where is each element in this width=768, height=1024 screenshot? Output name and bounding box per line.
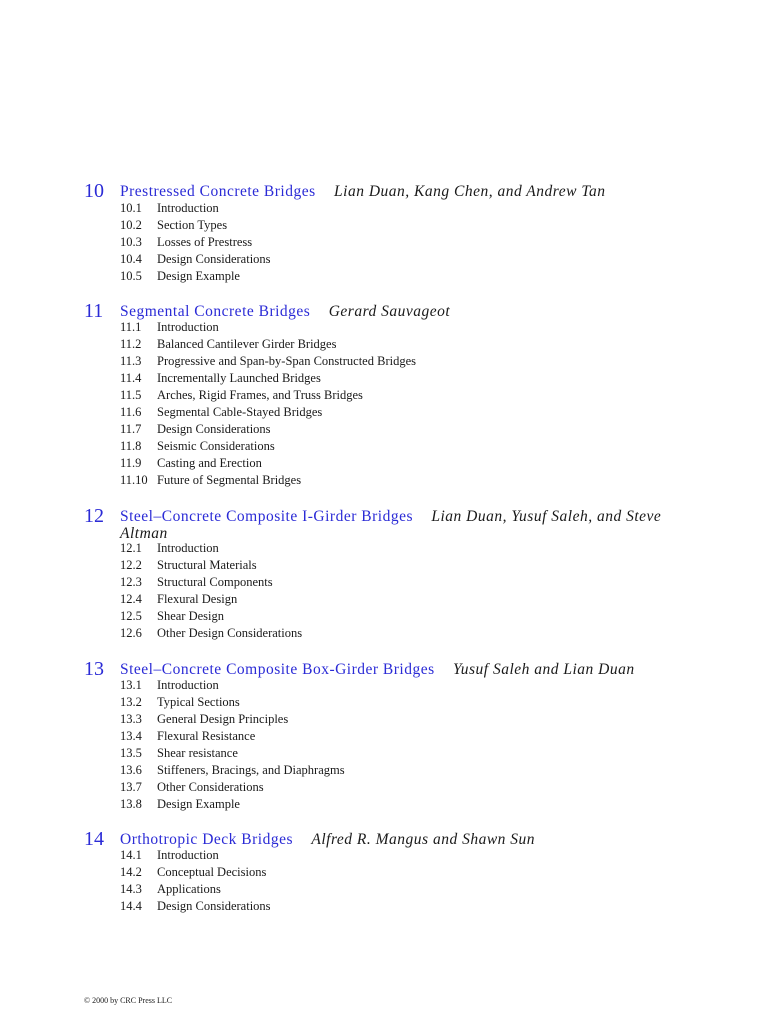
- section-item: [120, 268, 271, 285]
- section-list: [120, 540, 302, 642]
- section-number: 11.3: [120, 354, 142, 368]
- section-number: 10.5: [120, 269, 142, 283]
- section-number: 10.1: [120, 201, 142, 215]
- section-item: [120, 234, 271, 251]
- section-title: Shear resistance: [157, 746, 238, 760]
- section-item: [120, 694, 345, 711]
- section-number: 12.6: [120, 626, 142, 640]
- chapter-authors: Lian Duan, Kang Chen, and Andrew Tan: [334, 183, 606, 200]
- section-item: [120, 898, 271, 915]
- section-item: [120, 864, 271, 881]
- section-number: 12.3: [120, 575, 142, 589]
- section-item: [120, 591, 302, 608]
- section-title: Shear Design: [157, 609, 224, 623]
- section-item: [120, 217, 271, 234]
- chapter-heading: [120, 831, 700, 848]
- section-item: [120, 881, 271, 898]
- section-item: [120, 677, 345, 694]
- section-number: 10.3: [120, 235, 142, 249]
- chapter-heading: [120, 303, 700, 320]
- section-item: [120, 472, 416, 489]
- section-title: Casting and Erection: [157, 456, 262, 470]
- section-item: [120, 728, 345, 745]
- section-title: Applications: [157, 882, 221, 896]
- section-number: 13.4: [120, 729, 142, 743]
- chapter-number[interactable]: 10: [84, 180, 104, 202]
- section-title: Introduction: [157, 541, 219, 555]
- section-item: [120, 336, 416, 353]
- section-item: [120, 540, 302, 557]
- chapter-title-link[interactable]: Steel–Concrete Composite Box-Girder Bridges: [120, 661, 435, 678]
- section-item: [120, 796, 345, 813]
- section-title: Introduction: [157, 848, 219, 862]
- section-title: Section Types: [157, 218, 228, 232]
- section-item: [120, 438, 416, 455]
- section-number: 11.7: [120, 422, 142, 436]
- section-number: 11.6: [120, 405, 142, 419]
- section-item: [120, 625, 302, 642]
- section-list: [120, 847, 271, 915]
- section-item: [120, 608, 302, 625]
- section-title: General Design Principles: [157, 712, 289, 726]
- section-list: [120, 319, 416, 489]
- section-number: 11.4: [120, 371, 142, 385]
- section-title: Structural Materials: [157, 558, 257, 572]
- chapter-number[interactable]: 12: [84, 505, 104, 527]
- section-item: [120, 370, 416, 387]
- section-title: Conceptual Decisions: [157, 865, 267, 879]
- section-title: Balanced Cantilever Girder Bridges: [157, 337, 337, 351]
- section-number: 10.2: [120, 218, 142, 232]
- chapter-authors: Gerard Sauvageot: [328, 303, 451, 320]
- chapter-title-link[interactable]: Segmental Concrete Bridges: [120, 303, 311, 320]
- chapter-authors: Yusuf Saleh and Lian Duan: [453, 661, 635, 678]
- section-number: 11.10: [120, 473, 148, 487]
- section-title: Introduction: [157, 201, 219, 215]
- chapter-heading: [120, 183, 700, 200]
- section-title: Future of Segmental Bridges: [157, 473, 302, 487]
- section-list: [120, 200, 271, 285]
- section-title: Flexural Resistance: [157, 729, 256, 743]
- section-item: [120, 557, 302, 574]
- chapter-authors: Lian Duan, Yusuf Saleh, and Steve Altman: [120, 508, 662, 542]
- section-number: 13.3: [120, 712, 142, 726]
- section-title: Structural Components: [157, 575, 273, 589]
- section-title: Losses of Prestress: [157, 235, 253, 249]
- chapter-number[interactable]: 14: [84, 828, 104, 850]
- section-number: 12.2: [120, 558, 142, 572]
- section-title: Design Example: [157, 797, 240, 811]
- section-item: [120, 387, 416, 404]
- section-item: [120, 711, 345, 728]
- section-item: [120, 455, 416, 472]
- section-title: Design Considerations: [157, 899, 271, 913]
- chapter-title-link[interactable]: Orthotropic Deck Bridges: [120, 831, 293, 848]
- section-number: 11.2: [120, 337, 142, 351]
- section-title: Seismic Considerations: [157, 439, 275, 453]
- section-item: [120, 200, 271, 217]
- section-title: Arches, Rigid Frames, and Truss Bridges: [157, 388, 363, 402]
- section-title: Segmental Cable-Stayed Bridges: [157, 405, 323, 419]
- section-number: 13.7: [120, 780, 142, 794]
- section-title: Introduction: [157, 678, 219, 692]
- section-number: 11.8: [120, 439, 142, 453]
- section-item: [120, 251, 271, 268]
- section-item: [120, 779, 345, 796]
- section-number: 13.1: [120, 678, 142, 692]
- section-number: 11.9: [120, 456, 142, 470]
- chapter-authors: Alfred R. Mangus and Shawn Sun: [311, 831, 536, 848]
- section-number: 12.5: [120, 609, 142, 623]
- section-title: Design Considerations: [157, 252, 271, 266]
- section-title: Flexural Design: [157, 592, 238, 606]
- chapter-number[interactable]: 13: [84, 658, 104, 680]
- chapter-number[interactable]: 11: [84, 300, 104, 322]
- section-item: [120, 745, 345, 762]
- section-title: Other Considerations: [157, 780, 264, 794]
- section-item: [120, 319, 416, 336]
- copyright-footer: © 2000 by CRC Press LLC: [84, 996, 173, 1005]
- section-title: Design Considerations: [157, 422, 271, 436]
- section-item: [120, 847, 271, 864]
- section-item: [120, 421, 416, 438]
- section-item: [120, 404, 416, 421]
- section-number: 13.6: [120, 763, 142, 777]
- section-item: [120, 353, 416, 370]
- chapter-title-link[interactable]: Prestressed Concrete Bridges: [120, 183, 316, 200]
- section-number: 11.1: [120, 320, 142, 334]
- section-number: 13.2: [120, 695, 142, 709]
- section-number: 12.4: [120, 592, 142, 606]
- section-title: Other Design Considerations: [157, 626, 303, 640]
- section-number: 14.2: [120, 865, 142, 879]
- section-number: 13.8: [120, 797, 142, 811]
- section-title: Introduction: [157, 320, 219, 334]
- chapter-title-link[interactable]: Steel–Concrete Composite I-Girder Bridges: [120, 508, 413, 525]
- section-number: 13.5: [120, 746, 142, 760]
- section-number: 14.1: [120, 848, 142, 862]
- section-title: Incrementally Launched Bridges: [157, 371, 321, 385]
- section-number: 14.4: [120, 899, 142, 913]
- chapter-heading: [120, 508, 700, 542]
- chapter-heading: [120, 661, 700, 678]
- section-item: [120, 762, 345, 779]
- section-title: Stiffeners, Bracings, and Diaphragms: [157, 763, 345, 777]
- section-number: 11.5: [120, 388, 142, 402]
- section-number: 12.1: [120, 541, 142, 555]
- section-list: [120, 677, 345, 813]
- section-title: Progressive and Span-by-Span Constructed Bridges: [157, 354, 416, 368]
- section-title: Typical Sections: [157, 695, 240, 709]
- section-number: 10.4: [120, 252, 142, 266]
- section-item: [120, 574, 302, 591]
- section-number: 14.3: [120, 882, 142, 896]
- section-title: Design Example: [157, 269, 240, 283]
